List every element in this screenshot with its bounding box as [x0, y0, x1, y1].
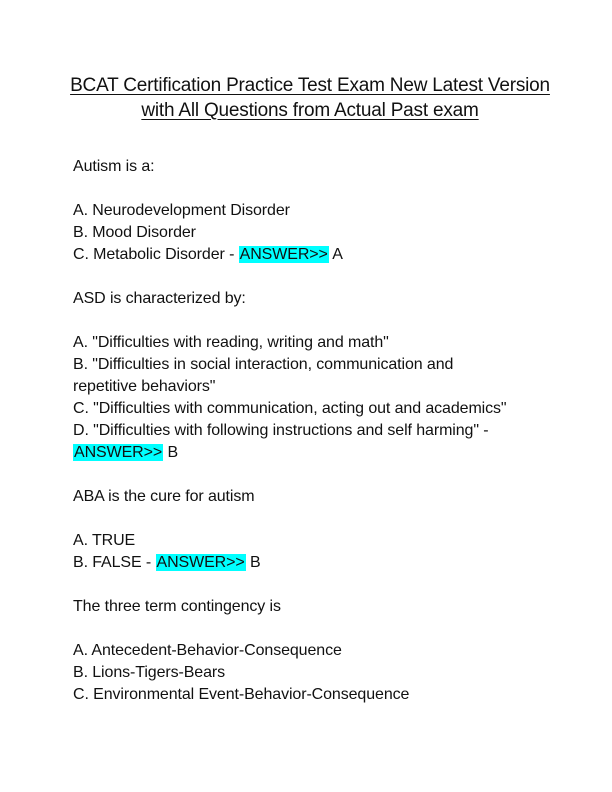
question-1-option-b: B. Mood Disorder [73, 224, 196, 241]
answer-value: B [163, 444, 179, 461]
question-3-prompt: ABA is the cure for autism [73, 488, 255, 505]
question-2-option-c: C. "Difficulties with communication, acting out and academics" [73, 400, 507, 417]
option-text: B. FALSE - [73, 554, 156, 571]
title-line-1: BCAT Certification Practice Test Exam New Latest Version [70, 75, 550, 96]
question-2-option-a: A. "Difficulties with reading, writing and math" [73, 334, 389, 351]
question-2-option-b-cont: repetitive behaviors" [73, 378, 216, 395]
question-2-option-d: D. "Difficulties with following instructions and self harming" - [73, 422, 489, 439]
answer-value: A [328, 246, 343, 263]
document-title [40, 73, 580, 123]
question-1-prompt: Autism is a: [73, 158, 155, 175]
question-2-answer [73, 443, 178, 463]
title-line-2: with All Questions from Actual Past exam [141, 100, 479, 121]
question-4-prompt: The three term contingency is [73, 598, 281, 615]
question-2-prompt: ASD is characterized by: [73, 290, 246, 307]
question-1-option-c [73, 245, 343, 265]
option-text: C. Metabolic Disorder - [73, 246, 239, 263]
question-2-option-b: B. "Difficulties in social interaction, communication and [73, 356, 454, 373]
answer-value: B [245, 554, 261, 571]
question-1-option-a: A. Neurodevelopment Disorder [73, 202, 290, 219]
question-3-option-b [73, 553, 261, 573]
answer-highlight: ANSWER>> [74, 444, 163, 461]
question-3-option-a: A. TRUE [73, 532, 136, 549]
answer-highlight: ANSWER>> [156, 554, 245, 571]
question-4-option-b: B. Lions-Tigers-Bears [73, 664, 226, 681]
question-4-option-c: C. Environmental Event-Behavior-Consequence [73, 686, 410, 703]
answer-highlight: ANSWER>> [239, 246, 328, 263]
question-4-option-a: A. Antecedent-Behavior-Consequence [73, 642, 342, 659]
